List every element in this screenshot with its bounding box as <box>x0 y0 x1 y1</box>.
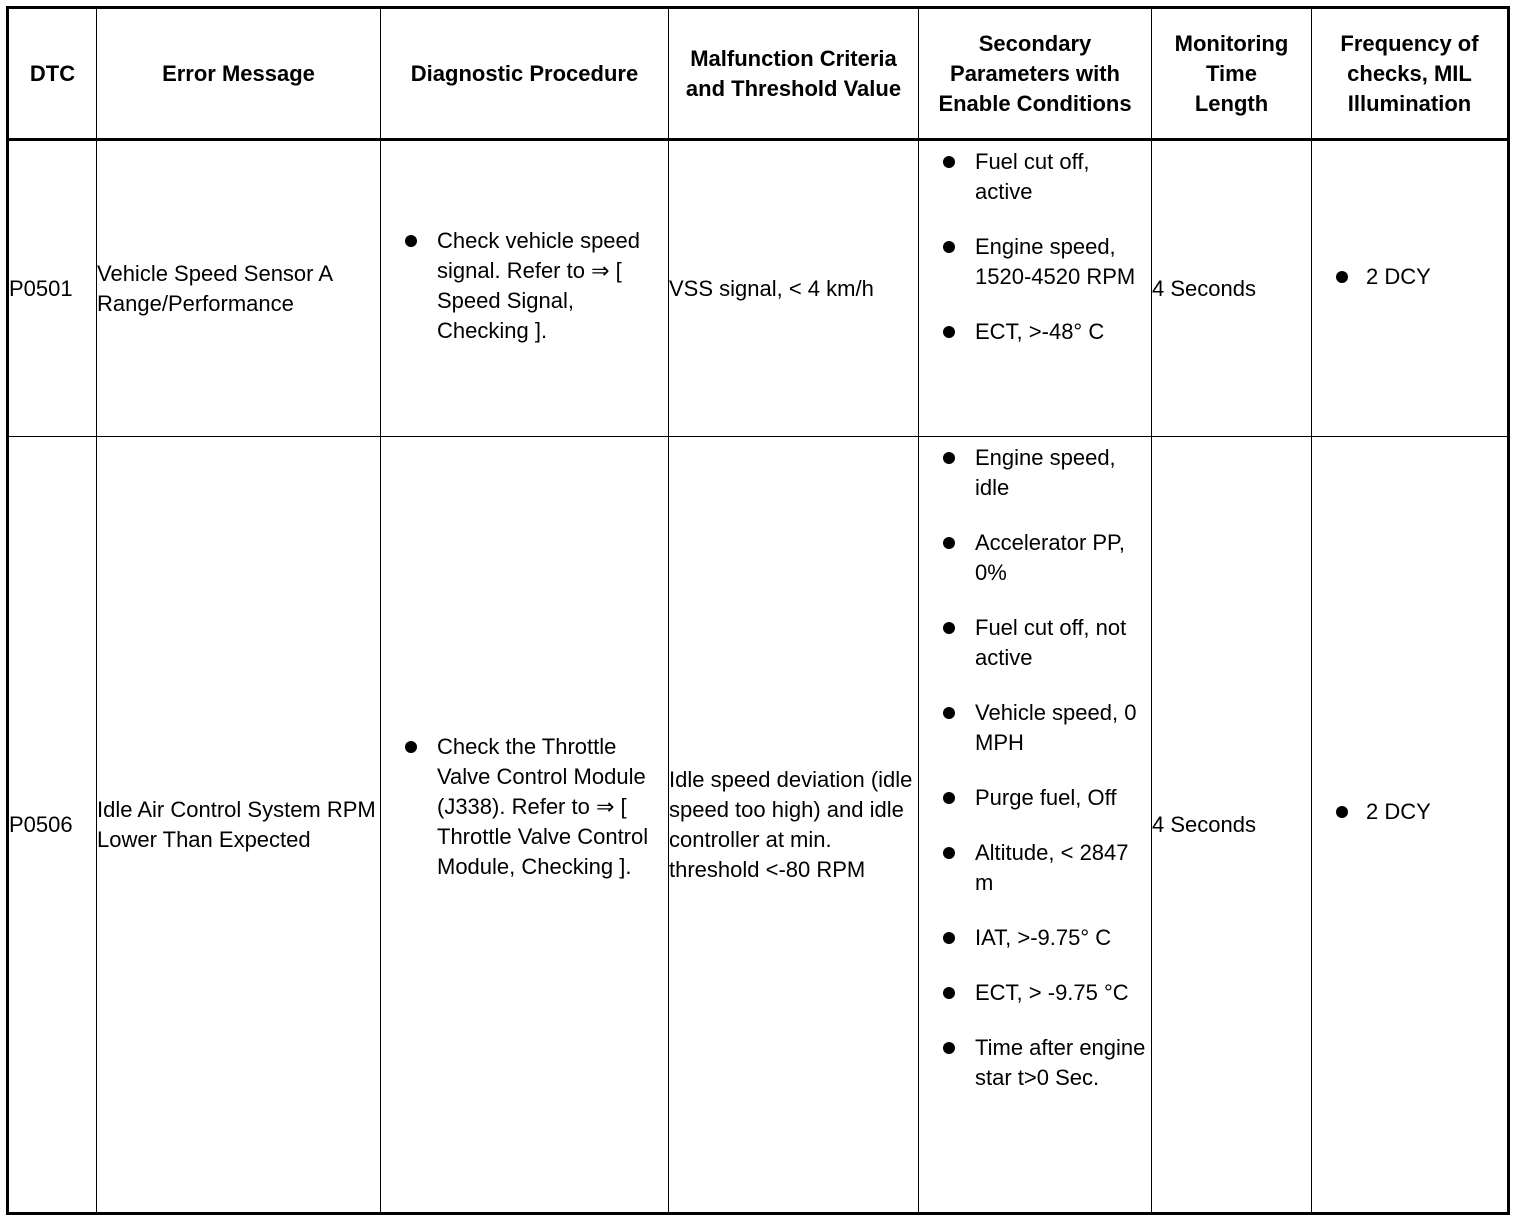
parameter-item: ECT, > -9.75 °C <box>919 978 1151 1008</box>
frequency <box>1312 140 1509 437</box>
frequency <box>1312 437 1509 1214</box>
bullet-icon <box>943 707 955 719</box>
malfunction-criteria: Idle speed deviation (idle speed too high) and idle controller at min. threshold <-80 RPM <box>669 437 919 1214</box>
procedure-item: Check the Throttle Valve Control Module (J338). Refer to ⇒ [ Throttle Valve Control Module, Checking ]. <box>381 732 668 882</box>
bullet-icon <box>943 452 955 464</box>
bullet-icon <box>943 1042 955 1054</box>
header-monitoring-time: Monitoring Time Length <box>1152 8 1312 140</box>
bullet-icon <box>1336 271 1348 283</box>
header-error-message: Error Message <box>97 8 381 140</box>
secondary-parameters <box>919 140 1152 437</box>
header-dtc: DTC <box>8 8 97 140</box>
parameter-item: Time after engine star t>0 Sec. <box>919 1033 1151 1093</box>
dtc-code: P0506 <box>8 437 97 1214</box>
parameter-item: ECT, >-48° C <box>919 317 1151 347</box>
bullet-icon <box>943 847 955 859</box>
malfunction-criteria: VSS signal, < 4 km/h <box>669 140 919 437</box>
monitoring-time: 4 Seconds <box>1152 437 1312 1214</box>
bullet-icon <box>943 987 955 999</box>
secondary-parameters <box>919 437 1152 1214</box>
frequency-item: 2 DCY <box>1312 262 1507 292</box>
error-message: Idle Air Control System RPM Lower Than Expected <box>97 437 381 1214</box>
bullet-icon <box>1336 806 1348 818</box>
diagnostic-procedure <box>381 140 669 437</box>
bullet-icon <box>943 156 955 168</box>
error-message: Vehicle Speed Sensor A Range/Performance <box>97 140 381 437</box>
parameter-item: Vehicle speed, 0 MPH <box>919 698 1151 758</box>
dtc-table <box>6 6 1510 1215</box>
parameter-item: Fuel cut off, not active <box>919 613 1151 673</box>
bullet-icon <box>943 537 955 549</box>
frequency-item: 2 DCY <box>1312 797 1507 827</box>
header-malfunction-criteria: Malfunction Criteria and Threshold Value <box>669 8 919 140</box>
table-row <box>8 140 1509 437</box>
table-header-row <box>8 8 1509 140</box>
bullet-icon <box>405 235 417 247</box>
bullet-icon <box>943 241 955 253</box>
bullet-icon <box>943 622 955 634</box>
table-row <box>8 437 1509 1214</box>
header-diagnostic-procedure: Diagnostic Procedure <box>381 8 669 140</box>
dtc-code: P0501 <box>8 140 97 437</box>
parameter-item: Engine speed, 1520-4520 RPM <box>919 232 1151 292</box>
bullet-icon <box>943 792 955 804</box>
header-frequency: Frequency of checks, MIL Illumination <box>1312 8 1509 140</box>
diagnostic-procedure <box>381 437 669 1214</box>
bullet-icon <box>943 932 955 944</box>
parameter-item: Purge fuel, Off <box>919 783 1151 813</box>
bullet-icon <box>943 326 955 338</box>
bullet-icon <box>405 741 417 753</box>
monitoring-time: 4 Seconds <box>1152 140 1312 437</box>
procedure-item: Check vehicle speed signal. Refer to ⇒ [ Speed Signal, Checking ]. <box>381 226 668 346</box>
parameter-item: Fuel cut off, active <box>919 147 1151 207</box>
parameter-item: Accelerator PP, 0% <box>919 528 1151 588</box>
parameter-item: Altitude, < 2847 m <box>919 838 1151 898</box>
parameter-item: IAT, >-9.75° C <box>919 923 1151 953</box>
header-secondary-parameters: Secondary Parameters with Enable Conditions <box>919 8 1152 140</box>
parameter-item: Engine speed, idle <box>919 443 1151 503</box>
